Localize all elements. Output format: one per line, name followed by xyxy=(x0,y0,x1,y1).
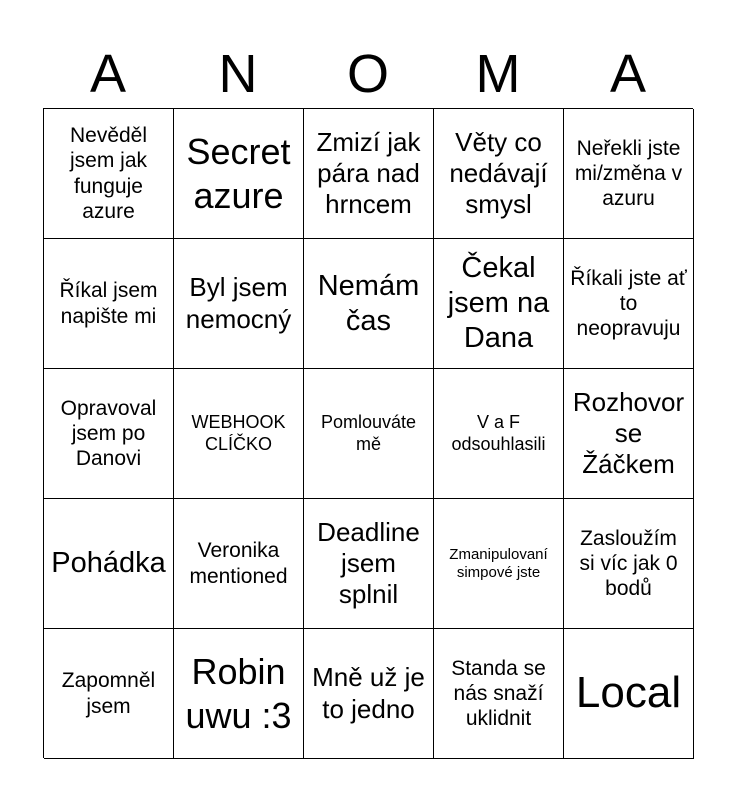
bingo-cell-text: Věty co nedávají smysl xyxy=(449,126,548,220)
bingo-cell-text: Zmanipulovaní simpové jste xyxy=(449,545,548,581)
bingo-cell[interactable] xyxy=(434,109,564,239)
bingo-cell-text: Byl jsem nemocný xyxy=(185,272,292,334)
bingo-cell-text: Pohádka xyxy=(51,547,166,580)
bingo-cell[interactable] xyxy=(434,629,564,759)
bingo-cell-text: Deadline jsem splnil xyxy=(317,516,420,610)
bingo-cell[interactable] xyxy=(564,239,694,369)
bingo-cell[interactable] xyxy=(174,109,304,239)
bingo-cell[interactable] xyxy=(434,239,564,369)
bingo-cell[interactable] xyxy=(434,499,564,629)
bingo-cell[interactable] xyxy=(564,629,694,759)
bingo-cell-text: Říkali jste ať to neopravuju xyxy=(570,266,687,341)
bingo-cell-text: Pomlouváte mě xyxy=(320,411,417,454)
bingo-board xyxy=(43,108,693,758)
bingo-cell-text: Local xyxy=(575,668,682,718)
bingo-cell[interactable] xyxy=(174,629,304,759)
bingo-cell-text: Čekal jsem na Dana xyxy=(447,252,550,354)
bingo-cell-text: Zmizí jak pára nad hrncem xyxy=(316,126,421,220)
header-letter: N xyxy=(218,44,258,104)
bingo-cell-text: Secret azure xyxy=(186,131,291,216)
bingo-cell-text: Veronika mentioned xyxy=(189,539,288,588)
bingo-cell[interactable] xyxy=(44,499,174,629)
bingo-cell-text: Zapomněl jsem xyxy=(61,669,156,718)
header-letter: O xyxy=(346,44,389,104)
bingo-cell-text: Neřekli jste mi/změna v azuru xyxy=(574,136,683,211)
bingo-cell-text: Zasloužím si víc jak 0 bodů xyxy=(579,526,678,601)
bingo-cell-text: Opravoval jsem po Danovi xyxy=(60,396,157,471)
bingo-cell[interactable] xyxy=(564,369,694,499)
bingo-cell[interactable] xyxy=(174,499,304,629)
bingo-header xyxy=(43,40,693,108)
bingo-cell[interactable] xyxy=(434,369,564,499)
bingo-cell-text: V a F odsouhlasili xyxy=(451,411,546,454)
bingo-cell[interactable] xyxy=(44,629,174,759)
bingo-cell-text: Standa se nás snaží uklidnit xyxy=(451,656,546,731)
bingo-cell[interactable] xyxy=(174,239,304,369)
header-letter: M xyxy=(475,44,521,104)
bingo-cell[interactable] xyxy=(44,109,174,239)
bingo-cell-text: Říkal jsem napište mi xyxy=(59,279,158,328)
header-letter: A xyxy=(89,44,127,104)
bingo-cell[interactable] xyxy=(304,629,434,759)
bingo-cell[interactable] xyxy=(174,369,304,499)
bingo-cell[interactable] xyxy=(564,109,694,239)
bingo-cell[interactable] xyxy=(304,369,434,499)
bingo-cell[interactable] xyxy=(44,369,174,499)
bingo-cell[interactable] xyxy=(564,499,694,629)
bingo-cell-text: Robin uwu :3 xyxy=(185,651,292,736)
bingo-cell[interactable] xyxy=(44,239,174,369)
bingo-cell[interactable] xyxy=(304,109,434,239)
bingo-cell[interactable] xyxy=(304,499,434,629)
bingo-cell-text: WEBHOOK CLÍČKO xyxy=(191,411,286,454)
bingo-cell-text: Rozhovor se Žáčkem xyxy=(572,386,685,480)
bingo-cell-text: Nemám čas xyxy=(317,269,420,337)
bingo-cell-text: Nevěděl jsem jak funguje azure xyxy=(69,124,148,223)
bingo-cell[interactable] xyxy=(304,239,434,369)
header-letter: A xyxy=(609,44,647,104)
bingo-cell-text: Mně už je to jedno xyxy=(312,662,425,724)
